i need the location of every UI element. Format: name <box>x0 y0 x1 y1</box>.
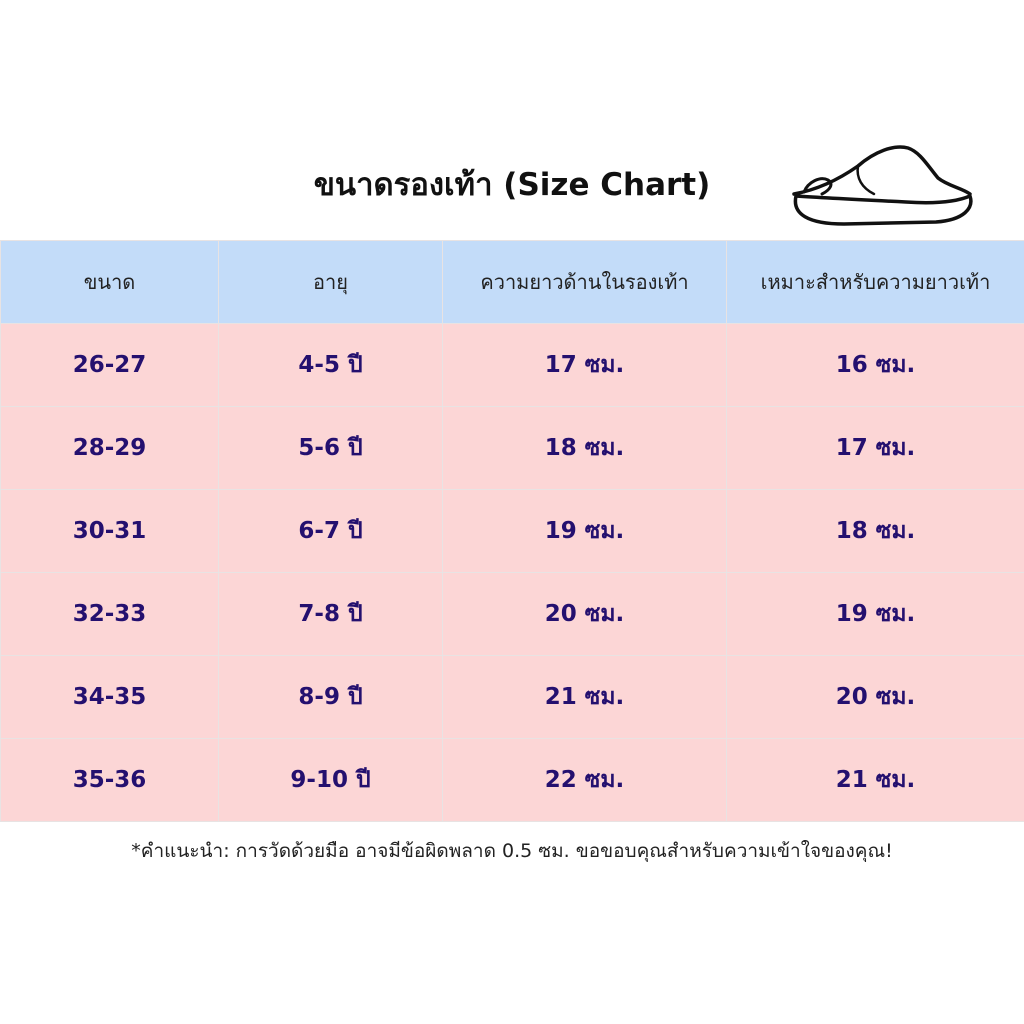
header-inner-length: ความยาวด้านในรองเท้า <box>443 241 727 324</box>
header-foot-length: เหมาะสำหรับความยาวเท้า <box>727 241 1024 324</box>
cell-inner-length: 22 ซม. <box>443 739 727 822</box>
table-row <box>1 656 1024 739</box>
cell-size: 30-31 <box>1 490 219 573</box>
table-row <box>1 739 1024 822</box>
table-row <box>1 324 1024 407</box>
cell-size: 32-33 <box>1 573 219 656</box>
slipper-icon <box>786 138 976 230</box>
cell-size: 34-35 <box>1 656 219 739</box>
cell-foot-length: 16 ซม. <box>727 324 1024 407</box>
cell-age: 9-10 ปี <box>219 739 443 822</box>
cell-inner-length: 19 ซม. <box>443 490 727 573</box>
cell-inner-length: 17 ซม. <box>443 324 727 407</box>
header-size: ขนาด <box>1 241 219 324</box>
cell-foot-length: 17 ซม. <box>727 407 1024 490</box>
table-row <box>1 490 1024 573</box>
cell-size: 26-27 <box>1 324 219 407</box>
table-header-row <box>1 241 1024 324</box>
table-row <box>1 573 1024 656</box>
cell-foot-length: 18 ซม. <box>727 490 1024 573</box>
table-row <box>1 407 1024 490</box>
measurement-footnote: *คำแนะนำ: การวัดด้วยมือ อาจมีข้อผิดพลาด 0.5 ซม. ขอขอบคุณสำหรับความเข้าใจของคุณ! <box>131 840 893 862</box>
page-title: ขนาดรองเท้า (Size Chart) <box>313 167 711 203</box>
cell-age: 4-5 ปี <box>219 324 443 407</box>
cell-age: 8-9 ปี <box>219 656 443 739</box>
cell-age: 6-7 ปี <box>219 490 443 573</box>
cell-foot-length: 21 ซม. <box>727 739 1024 822</box>
cell-foot-length: 20 ซม. <box>727 656 1024 739</box>
cell-inner-length: 18 ซม. <box>443 407 727 490</box>
cell-age: 5-6 ปี <box>219 407 443 490</box>
size-chart-table <box>0 240 1024 822</box>
cell-inner-length: 20 ซม. <box>443 573 727 656</box>
cell-inner-length: 21 ซม. <box>443 656 727 739</box>
header-age: อายุ <box>219 241 443 324</box>
cell-foot-length: 19 ซม. <box>727 573 1024 656</box>
cell-size: 35-36 <box>1 739 219 822</box>
cell-size: 28-29 <box>1 407 219 490</box>
cell-age: 7-8 ปี <box>219 573 443 656</box>
